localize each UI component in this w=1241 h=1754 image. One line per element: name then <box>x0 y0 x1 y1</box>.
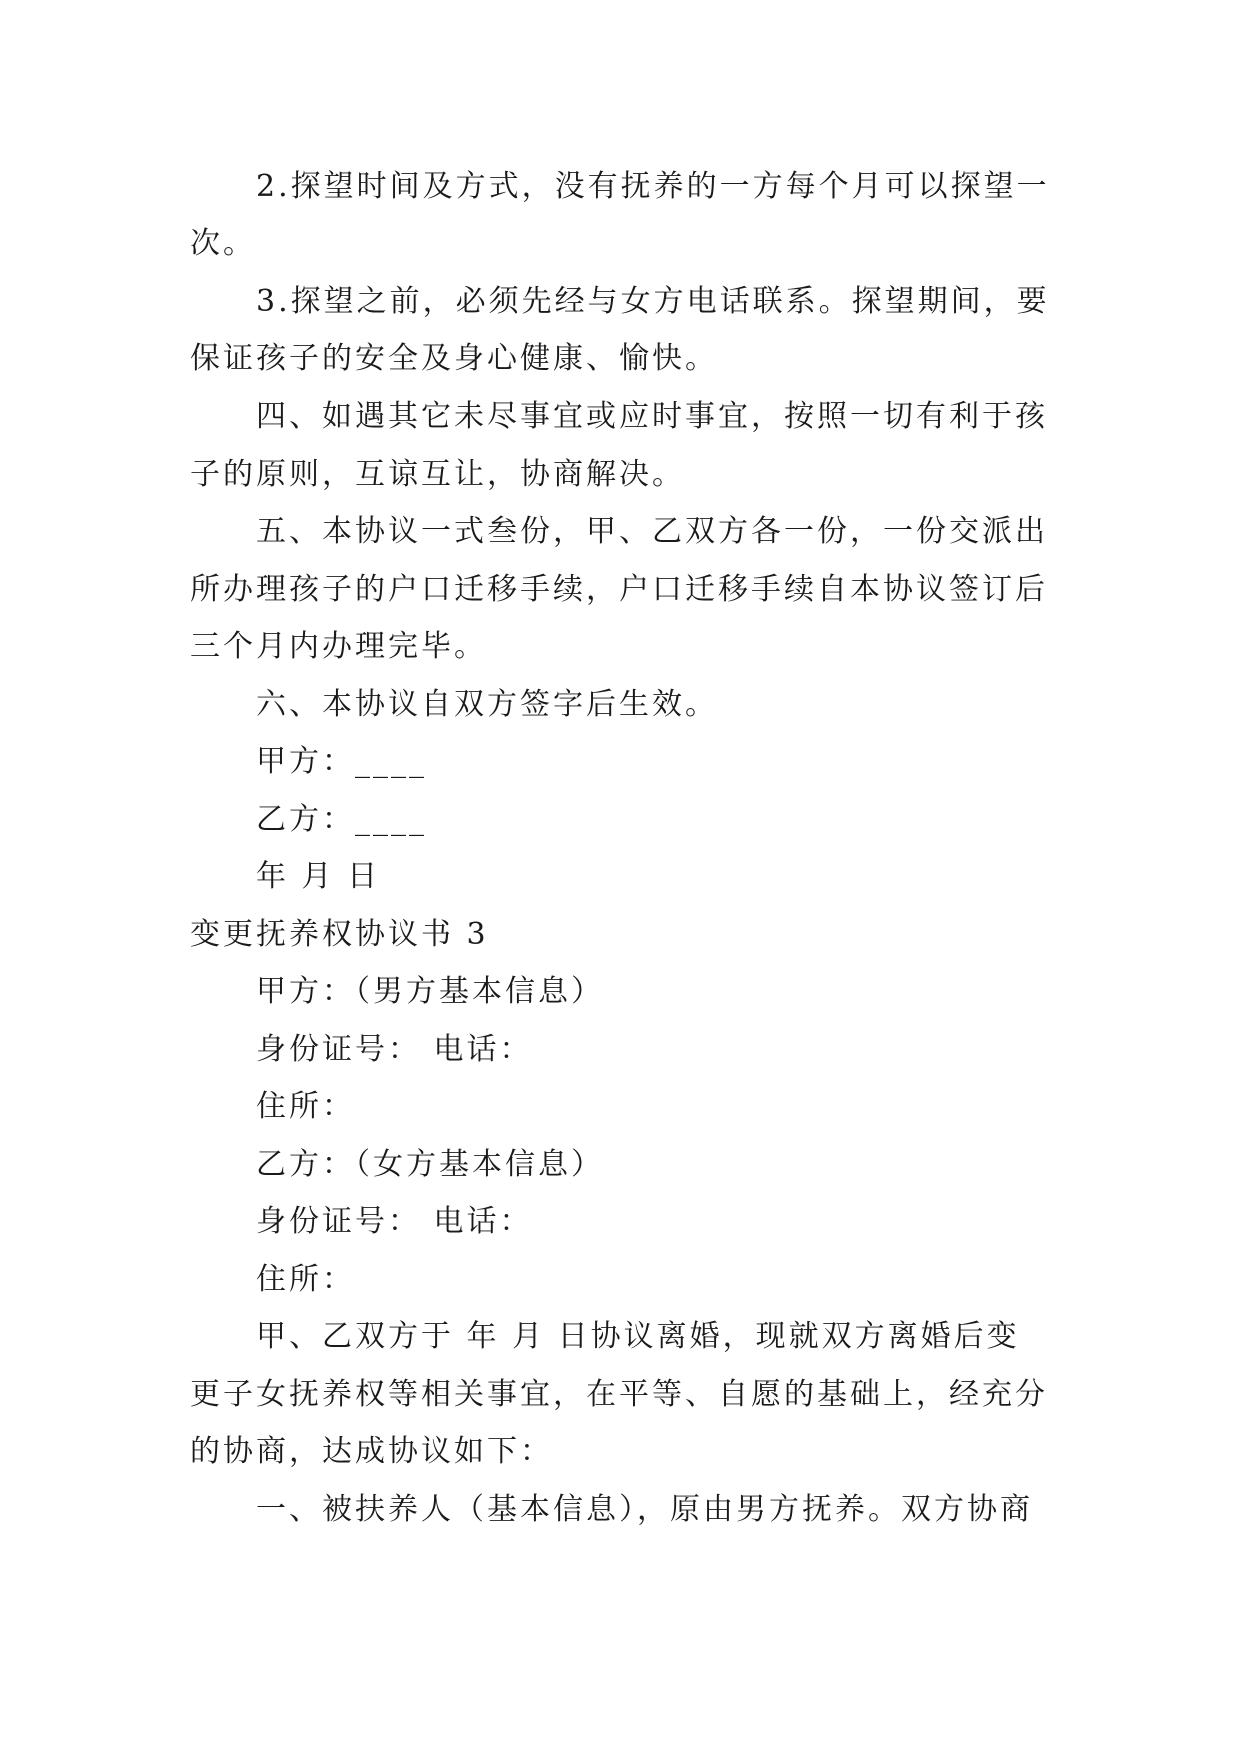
paragraph-line: 三个月内办理完毕。 <box>190 629 487 664</box>
paragraph-line: 五、本协议一式叁份，甲、乙双方各一份，一份交派出 <box>256 514 1048 549</box>
address-line: 住所： <box>256 1089 355 1124</box>
paragraph-line: 3.探望之前，必须先经与女方电话联系。探望期间，要 <box>256 284 1050 319</box>
id-phone-line: 身份证号： 电话： <box>256 1032 533 1067</box>
paragraph-line: 保证孩子的安全及身心健康、愉快。 <box>190 341 718 376</box>
id-phone-line: 身份证号： 电话： <box>256 1204 533 1239</box>
party-a-line: 甲方：（男方基本信息） <box>256 974 604 1009</box>
paragraph-line: 一、被扶养人（基本信息），原由男方抚养。双方协商 <box>256 1492 1033 1527</box>
signature-line-party-a: 甲方：____ <box>256 744 427 779</box>
party-b-line: 乙方：（女方基本信息） <box>256 1147 604 1182</box>
address-line: 住所： <box>256 1262 355 1297</box>
paragraph-line: 次。 <box>190 226 256 261</box>
paragraph-line: 所办理孩子的户口迁移手续，户口迁移手续自本协议签订后 <box>190 572 1048 607</box>
section-title: 变更抚养权协议书 3 <box>190 917 489 952</box>
signature-line-party-b: 乙方：____ <box>256 802 427 837</box>
paragraph-line: 的协商，达成协议如下： <box>190 1434 553 1469</box>
paragraph-line: 2.探望时间及方式，没有抚养的一方每个月可以探望一 <box>256 169 1050 204</box>
paragraph-line: 六、本协议自双方签字后生效。 <box>256 687 718 722</box>
paragraph-line: 甲、乙双方于 年 月 日协议离婚，现就双方离婚后变 <box>256 1319 1020 1354</box>
paragraph-line: 四、如遇其它未尽事宜或应时事宜，按照一切有利于孩 <box>256 399 1048 434</box>
paragraph-line: 更子女抚养权等相关事宜，在平等、自愿的基础上，经充分 <box>190 1377 1048 1412</box>
paragraph-line: 子的原则，互谅互让，协商解决。 <box>190 457 685 492</box>
date-line: 年 月 日 <box>256 859 381 894</box>
